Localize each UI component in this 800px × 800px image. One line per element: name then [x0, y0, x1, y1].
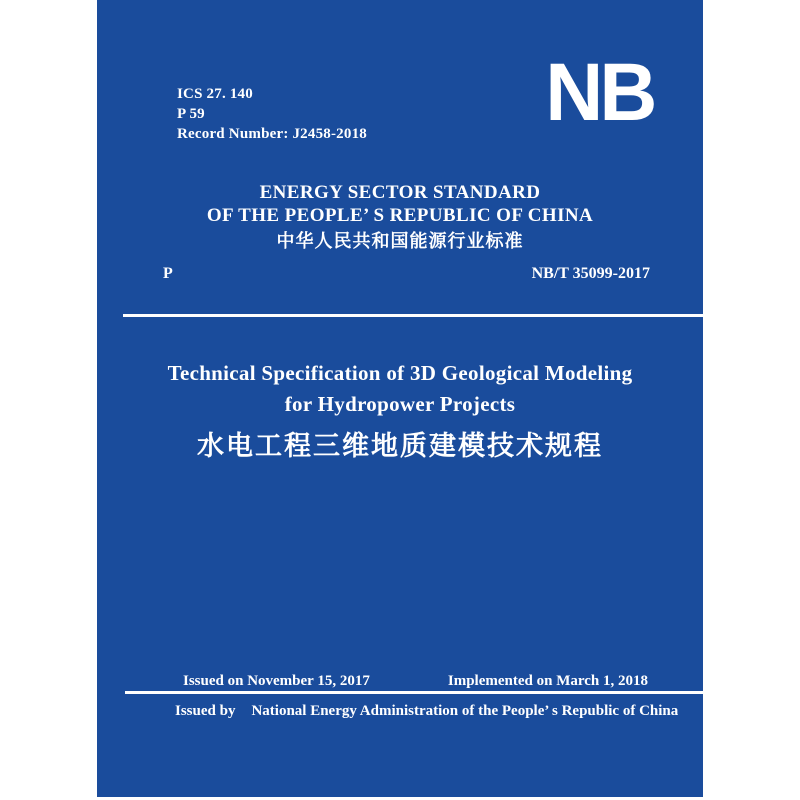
class-letter: P: [163, 265, 173, 282]
record-number: Record Number: J2458-2018: [177, 126, 367, 142]
top-divider-line: [123, 314, 703, 317]
title-block: [97, 358, 703, 462]
title-en-line1: Technical Specification of 3D Geological Modeling: [167, 361, 633, 385]
issued-by-value: National Energy Administration of the People’ s Republic of China: [251, 703, 679, 719]
standard-number: NB/T 35099-2017: [531, 265, 650, 282]
implemented-date: Implemented on March 1, 2018: [447, 673, 648, 689]
title-en-line2: for Hydropower Projects: [284, 392, 516, 416]
issued-by-label: Issued by: [175, 703, 236, 719]
standard-type-en-line2: OF THE PEOPLE’ S REPUBLIC OF CHINA: [206, 204, 594, 226]
nb-logo: NB: [544, 47, 653, 138]
standard-cover-page: [97, 0, 703, 797]
class-code: P 59: [177, 106, 205, 122]
standard-header: [97, 182, 703, 253]
standard-type-cn: 中华人民共和国能源行业标准: [276, 231, 524, 251]
ics-code: ICS 27. 140: [177, 86, 253, 102]
dates-row: [97, 673, 703, 690]
title-cn: 水电工程三维地质建模技术规程: [197, 431, 603, 461]
code-row: [97, 265, 703, 283]
standard-type-en-line1: ENERGY SECTOR STANDARD: [259, 182, 541, 203]
bottom-divider-line: [125, 691, 703, 694]
issued-date: Issued on November 15, 2017: [183, 673, 370, 689]
issuer-row: [97, 703, 703, 720]
classification-block: [177, 84, 367, 144]
